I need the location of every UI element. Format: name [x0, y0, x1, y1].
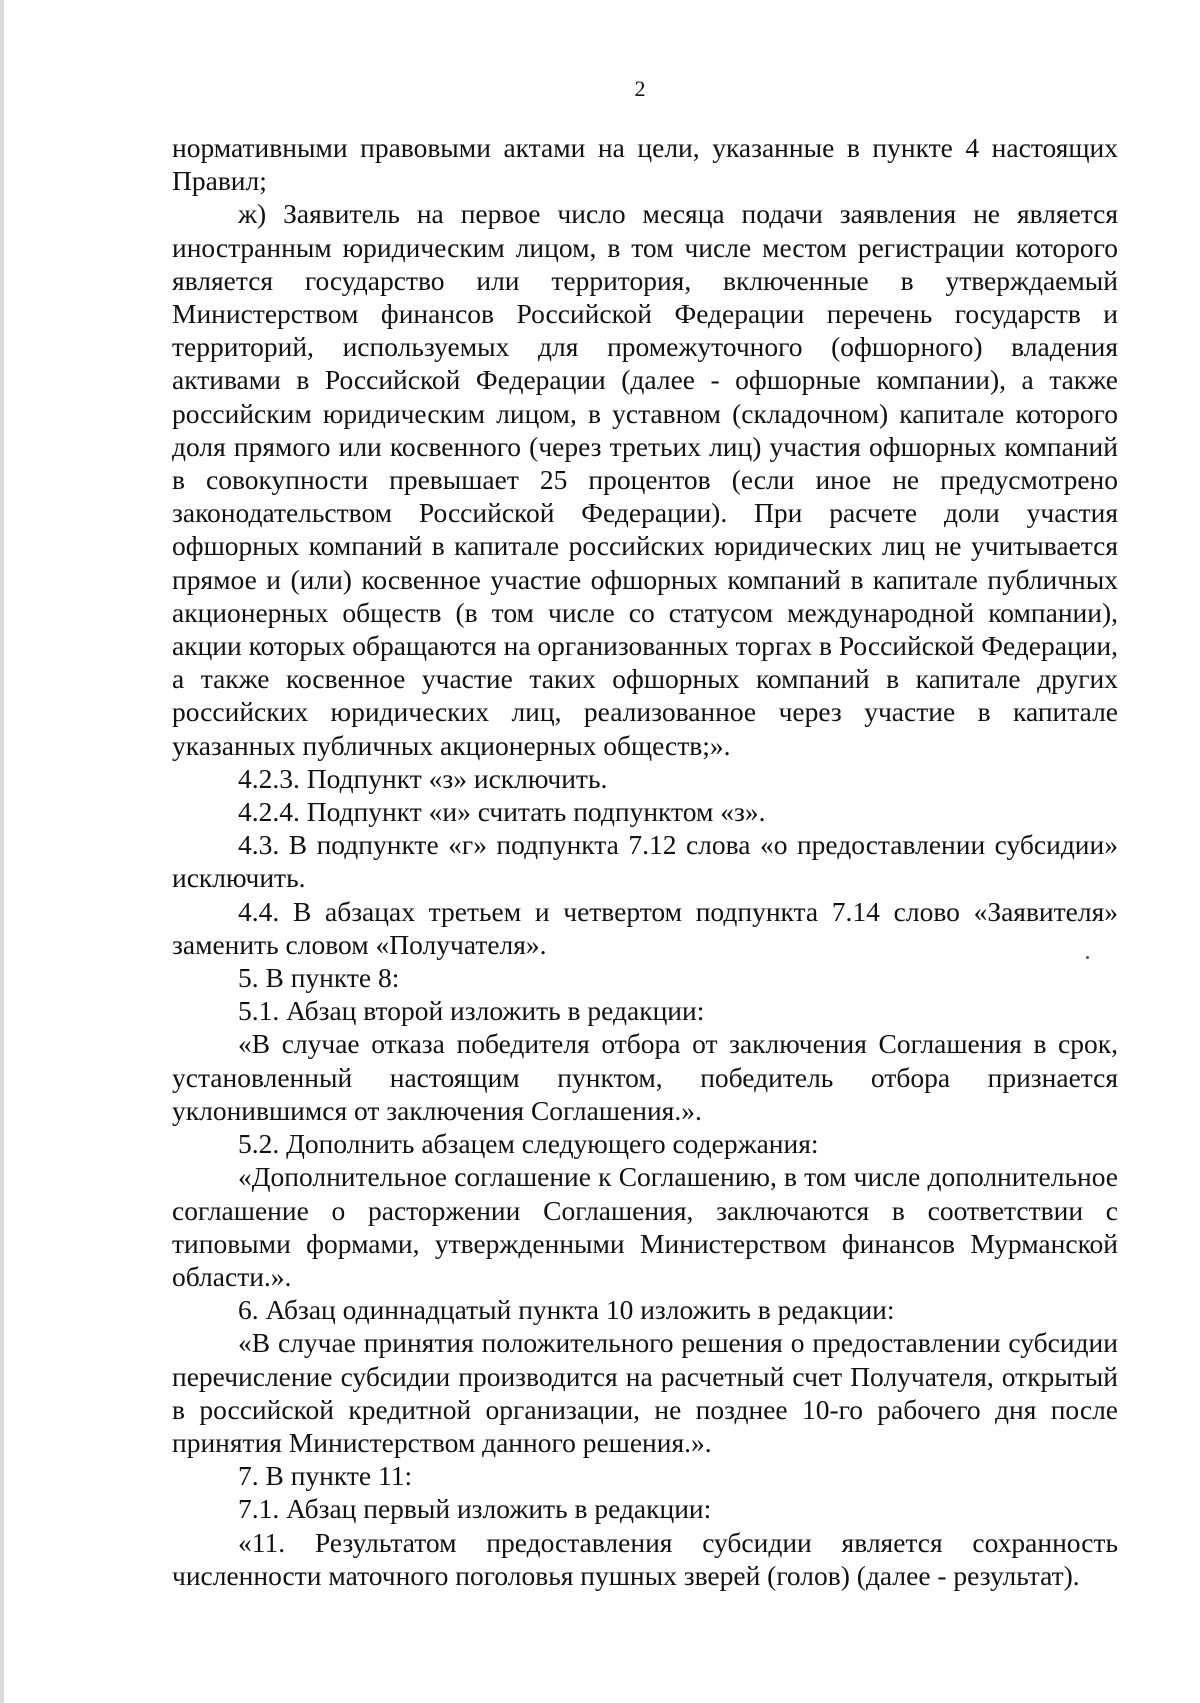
paragraph-item-zh: ж) Заявитель на первое число месяца подачи заявления не является иностранным юридическим лицом, в том числе местом регистрации которого является государство или территория, включенные в утверждаемый Министерством финансов Российской Федерации перечень государств и территорий, используемых для промежуточного (офшорного) владения активами в Российской Федерации (далее - офшорные компании), а также российским юридическим лицом, в уставном (складочном) капитале которого доля прямого или косвенного (через третьих лиц) участия офшорных компаний в совокупности превышает 25 процентов (если иное не предусмотрено законодательством Российской Федерации). При расчете доли участия офшорных компаний в капитале российских юридических лиц не учитывается прямое и (или) косвенное участие офшорных компаний в капитале публичных акционерных обществ (в том числе со статусом международной компании), акции которых обращаются на организованных торгах в Российской Федерации, а также косвенное участие таких офшорных компаний в капитале других российских юридических лиц, реализованное через участие в капитале указанных публичных акционерных обществ;». — [172, 198, 1118, 761]
paragraph-continuation: нормативными правовыми актами на цели, указанные в пункте 4 настоящих Правил; — [172, 132, 1118, 197]
page-number: 2 — [634, 76, 646, 101]
document-body — [172, 131, 1118, 1592]
paragraph-5-2: 5.2. Дополнить абзацем следующего содержания: — [238, 1128, 819, 1160]
scan-speck — [1086, 956, 1089, 959]
paragraph-5-1-quote: «В случае отказа победителя отбора от заключения Соглашения в срок, установленный настоящим пунктом, победитель отбора признается уклонившимся от заключения Соглашения.». — [172, 1028, 1118, 1126]
paragraph-7-1-quote: «11. Результатом предоставления субсидии является сохранность численности маточного поголовья пушных зверей (голов) (далее - результат). — [172, 1526, 1118, 1591]
paragraph-6: 6. Абзац одиннадцатый пункта 10 изложить в редакции: — [238, 1294, 895, 1326]
paragraph-7: 7. В пункте 11: — [238, 1460, 413, 1492]
paragraph-5-1: 5.1. Абзац второй изложить в редакции: — [238, 995, 705, 1027]
paragraph-7-1: 7.1. Абзац первый изложить в редакции: — [238, 1493, 712, 1525]
scan-edge — [0, 0, 4, 1703]
paragraph-4-4: 4.4. В абзацах третьем и четвертом подпункта 7.14 слово «Заявителя» заменить словом «Получателя». — [172, 895, 1118, 960]
paragraph-4-2-3: 4.2.3. Подпункт «з» исключить. — [238, 762, 608, 794]
paragraph-4-3: 4.3. В подпункте «г» подпункта 7.12 слова «о предоставлении субсидии» исключить. — [172, 829, 1118, 894]
paragraph-4-2-4: 4.2.4. Подпункт «и» считать подпунктом «з». — [238, 796, 766, 828]
paragraph-5-2-quote: «Дополнительное соглашение к Соглашению, в том числе дополнительное соглашение о расторжении Соглашения, заключаются в соответствии с типовыми формами, утвержденными Министерством финансов Мурманской области.». — [172, 1161, 1118, 1292]
paragraph-6-quote: «В случае принятия положительного решения о предоставлении субсидии перечисление субсидии производится на расчетный счет Получателя, открытый в российской кредитной организации, не позднее 10-го рабочего дня после принятия Министерством данного решения.». — [172, 1327, 1118, 1458]
paragraph-5: 5. В пункте 8: — [238, 962, 400, 994]
